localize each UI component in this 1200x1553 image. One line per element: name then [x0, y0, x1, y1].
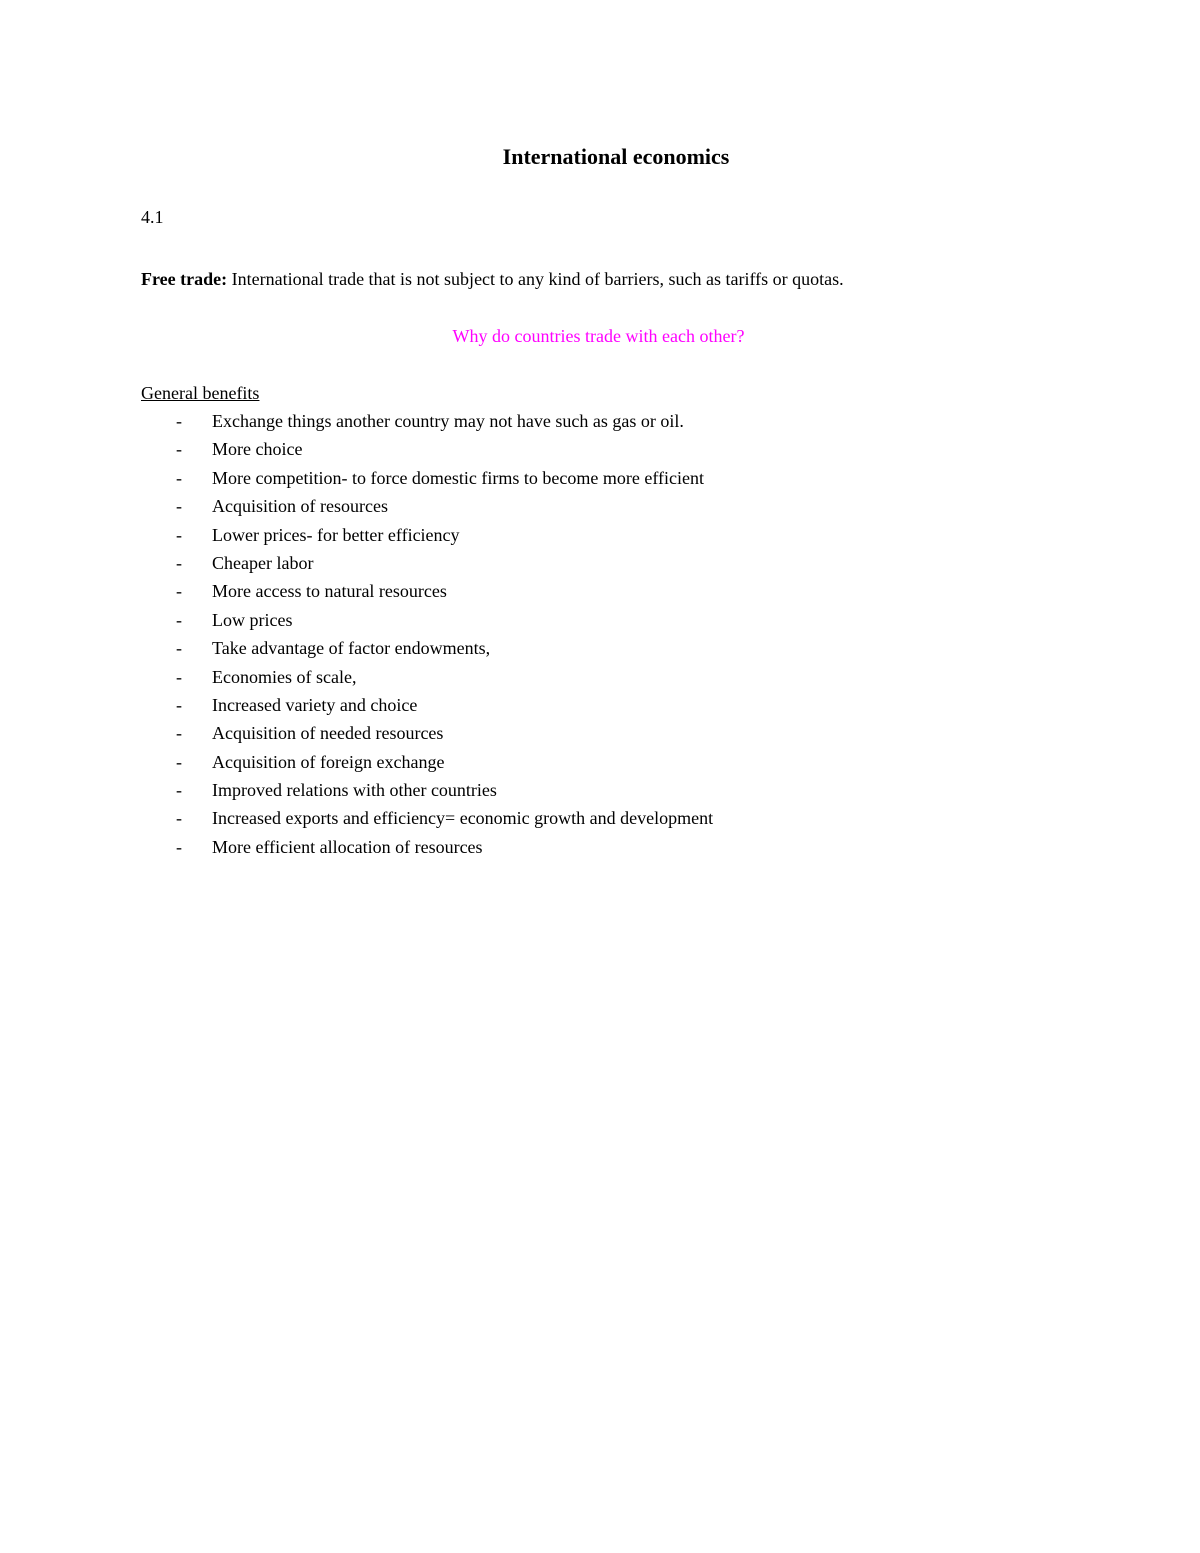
list-item-text: Economies of scale,	[212, 666, 357, 687]
list-item-text: More efficient allocation of resources	[212, 836, 483, 857]
list-item-text: Lower prices- for better efficiency	[212, 524, 460, 545]
question-heading: Why do countries trade with each other?	[452, 326, 745, 346]
benefits-heading: General benefits	[141, 383, 260, 403]
list-item-text: More competition- to force domestic firms to become more efficient	[212, 467, 705, 488]
bullet-dash: -	[176, 723, 182, 744]
bullet-dash: -	[176, 836, 182, 857]
bullet-dash: -	[176, 638, 182, 659]
bullet-dash: -	[176, 411, 182, 431]
definition-term: Free trade:	[141, 269, 228, 289]
list-item-text: More choice	[212, 439, 303, 460]
bullet-dash: -	[176, 552, 182, 573]
bullet-dash: -	[176, 524, 182, 545]
list-item-text: More access to natural resources	[212, 581, 447, 602]
free-trade-definition	[141, 266, 844, 292]
bullet-dash: -	[176, 751, 182, 772]
list-item-text: Acquisition of foreign exchange	[212, 751, 445, 772]
list-item-text: Increased variety and choice	[212, 694, 418, 715]
bullet-dash: -	[176, 694, 182, 715]
document-title: International economics	[502, 144, 730, 169]
bullet-dash: -	[176, 666, 182, 687]
list-item-text: Take advantage of factor endowments,	[212, 638, 491, 659]
section-number: 4.1	[141, 207, 164, 227]
bullet-dash: -	[176, 496, 182, 517]
bullet-dash: -	[176, 808, 182, 829]
bullet-dash: -	[176, 467, 182, 488]
bullet-dash: -	[176, 609, 182, 630]
list-item-text: Acquisition of needed resources	[212, 723, 444, 744]
list-item-text: Acquisition of resources	[212, 496, 388, 517]
list-item-text: Improved relations with other countries	[212, 780, 497, 801]
list-item-text: Low prices	[212, 609, 293, 630]
list-item-text: Exchange things another country may not have such as gas or oil.	[212, 411, 684, 431]
definition-text: International trade that is not subject to any kind of barriers, such as tariffs or quotas.	[227, 269, 844, 289]
bullet-dash: -	[176, 780, 182, 801]
bullet-dash: -	[176, 581, 182, 602]
list-item-text: Increased exports and efficiency= economic growth and development	[212, 808, 714, 829]
list-item-text: Cheaper labor	[212, 552, 314, 573]
bullet-dash: -	[176, 439, 182, 460]
